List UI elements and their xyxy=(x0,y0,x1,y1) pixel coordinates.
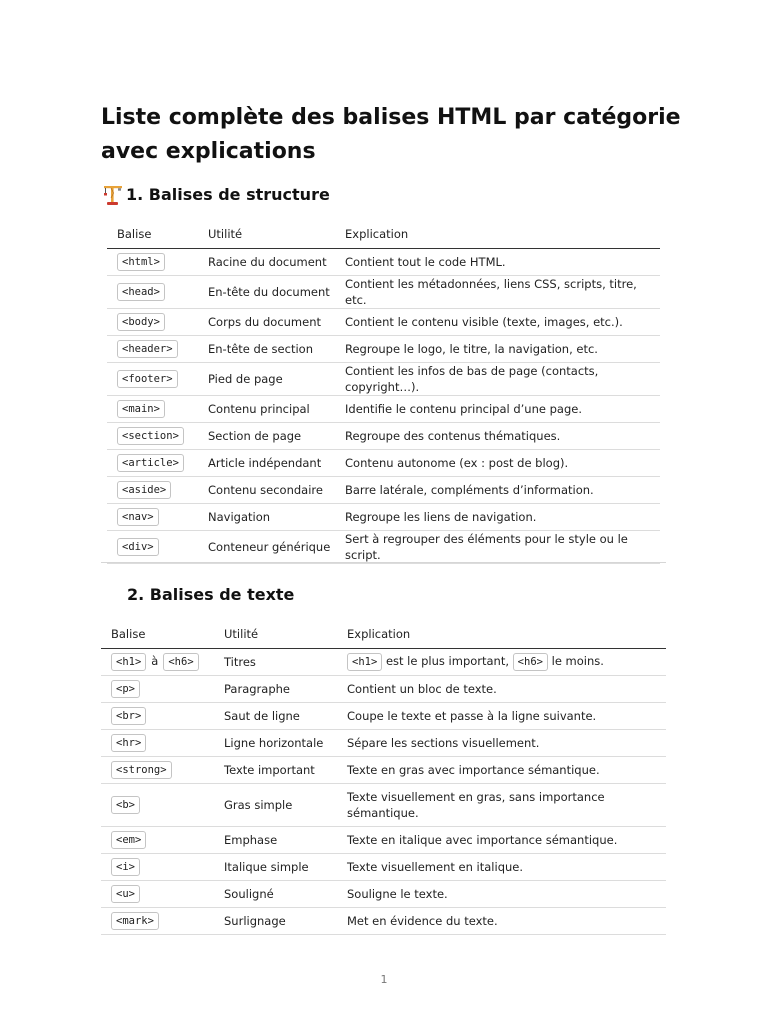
explain-cell: Contient les infos de bas de page (contacts, copyright…). xyxy=(335,363,660,396)
table-row xyxy=(101,649,666,676)
column-header-utilite: Utilité xyxy=(214,620,337,649)
table-row xyxy=(101,908,666,935)
tag-code: <footer> xyxy=(117,370,178,388)
tag-code: <body> xyxy=(117,313,165,331)
column-header-explication: Explication xyxy=(337,620,666,649)
tag-cell xyxy=(101,649,214,676)
tag-cell xyxy=(107,531,198,564)
tag-code: <head> xyxy=(117,283,165,301)
use-cell: Saut de ligne xyxy=(214,703,337,730)
tag-cell xyxy=(107,477,198,504)
tag-code: <hr> xyxy=(111,734,146,752)
table-row xyxy=(107,309,660,336)
explain-text: est le plus important, xyxy=(385,654,510,668)
explain-cell xyxy=(337,649,666,676)
tag-code: <b> xyxy=(111,796,140,814)
tag-code: <mark> xyxy=(111,912,159,930)
table-row xyxy=(101,757,666,784)
use-cell: Article indépendant xyxy=(198,450,335,477)
explain-cell: Texte visuellement en gras, sans importance sémantique. xyxy=(337,784,666,827)
use-cell: Italique simple xyxy=(214,854,337,881)
explain-cell: Contient tout le code HTML. xyxy=(335,249,660,276)
tag-cell xyxy=(101,703,214,730)
explain-cell: Contient un bloc de texte. xyxy=(337,676,666,703)
tag-code: <section> xyxy=(117,427,184,445)
range-separator: à xyxy=(151,654,159,668)
text-tags-table xyxy=(101,620,666,935)
section-heading-text xyxy=(127,584,294,606)
tag-cell xyxy=(107,423,198,450)
explain-cell: Coupe le texte et passe à la ligne suivante. xyxy=(337,703,666,730)
table-row xyxy=(107,423,660,450)
tag-code: <aside> xyxy=(117,481,171,499)
tag-code: <h1> xyxy=(111,653,146,671)
use-cell: Titres xyxy=(214,649,337,676)
tag-cell xyxy=(101,757,214,784)
explain-cell: Texte en italique avec importance sémantique. xyxy=(337,827,666,854)
tag-code: <html> xyxy=(117,253,165,271)
tag-code: <em> xyxy=(111,831,146,849)
use-cell: Racine du document xyxy=(198,249,335,276)
tag-cell xyxy=(107,396,198,423)
explain-cell: Contient les métadonnées, liens CSS, scripts, titre, etc. xyxy=(335,276,660,309)
tag-code: <br> xyxy=(111,707,146,725)
tag-code: <article> xyxy=(117,454,184,472)
explain-cell: Identifie le contenu principal d’une page. xyxy=(335,396,660,423)
tag-cell xyxy=(107,336,198,363)
table-row xyxy=(101,703,666,730)
section-heading-label: 2. Balises de texte xyxy=(127,585,295,604)
column-header-balise: Balise xyxy=(107,220,198,249)
table-row xyxy=(101,784,666,827)
use-cell: En-tête de section xyxy=(198,336,335,363)
tag-cell xyxy=(107,504,198,531)
explain-cell: Texte en gras avec importance sémantique. xyxy=(337,757,666,784)
tag-cell xyxy=(101,730,214,757)
table-row xyxy=(107,276,660,309)
table-row xyxy=(107,363,660,396)
use-cell: Gras simple xyxy=(214,784,337,827)
column-header-utilite: Utilité xyxy=(198,220,335,249)
table-row xyxy=(107,477,660,504)
page-title: Liste complète des balises HTML par catégorie avec explications xyxy=(101,105,681,164)
column-header-explication: Explication xyxy=(335,220,660,249)
table-row xyxy=(101,827,666,854)
use-cell: Navigation xyxy=(198,504,335,531)
tag-cell xyxy=(101,881,214,908)
explain-cell: Souligne le texte. xyxy=(337,881,666,908)
section-heading-structure xyxy=(101,184,330,206)
use-cell: Section de page xyxy=(198,423,335,450)
table-row xyxy=(107,504,660,531)
tag-code: <u> xyxy=(111,885,140,903)
tag-code: <i> xyxy=(111,858,140,876)
tag-cell xyxy=(107,276,198,309)
tag-cell xyxy=(101,676,214,703)
explain-cell: Texte visuellement en italique. xyxy=(337,854,666,881)
tag-code: <nav> xyxy=(117,508,159,526)
tag-code: <div> xyxy=(117,538,159,556)
use-cell: Contenu secondaire xyxy=(198,477,335,504)
table-row xyxy=(101,676,666,703)
tag-cell xyxy=(101,827,214,854)
table-row xyxy=(101,730,666,757)
explain-text: le moins. xyxy=(551,654,604,668)
table-header-row xyxy=(101,620,666,649)
tag-cell xyxy=(107,309,198,336)
tag-cell xyxy=(107,450,198,477)
structure-tags-table xyxy=(107,220,660,564)
use-cell: Corps du document xyxy=(198,309,335,336)
table-row xyxy=(107,249,660,276)
tag-code: <h6> xyxy=(163,653,198,671)
explain-cell: Regroupe des contenus thématiques. xyxy=(335,423,660,450)
tag-cell xyxy=(107,363,198,396)
use-cell: Ligne horizontale xyxy=(214,730,337,757)
tag-code: <h6> xyxy=(513,653,548,671)
tag-cell xyxy=(107,249,198,276)
section-divider xyxy=(101,562,666,563)
tag-code: <strong> xyxy=(111,761,172,779)
table-header-row xyxy=(107,220,660,249)
column-header-balise: Balise xyxy=(101,620,214,649)
use-cell: En-tête du document xyxy=(198,276,335,309)
explain-cell: Met en évidence du texte. xyxy=(337,908,666,935)
section-heading-label: 1. Balises de structure xyxy=(126,185,330,204)
table-row xyxy=(107,396,660,423)
tag-code: <main> xyxy=(117,400,165,418)
tag-code: <h1> xyxy=(347,653,382,671)
explain-cell: Barre latérale, compléments d’information. xyxy=(335,477,660,504)
use-cell: Texte important xyxy=(214,757,337,784)
explain-cell: Sert à regrouper des éléments pour le style ou le script. xyxy=(335,531,660,564)
explain-cell: Contient le contenu visible (texte, images, etc.). xyxy=(335,309,660,336)
use-cell: Emphase xyxy=(214,827,337,854)
use-cell: Contenu principal xyxy=(198,396,335,423)
explain-cell: Sépare les sections visuellement. xyxy=(337,730,666,757)
tag-cell xyxy=(101,908,214,935)
page-number: 1 xyxy=(380,973,388,986)
use-cell: Paragraphe xyxy=(214,676,337,703)
table-row xyxy=(107,531,660,564)
tag-code: <p> xyxy=(111,680,140,698)
table-row xyxy=(101,881,666,908)
tag-cell xyxy=(101,854,214,881)
table-row xyxy=(101,854,666,881)
explain-cell: Regroupe les liens de navigation. xyxy=(335,504,660,531)
table-row xyxy=(107,336,660,363)
construction-crane-icon xyxy=(101,184,125,206)
use-cell: Pied de page xyxy=(198,363,335,396)
use-cell: Souligné xyxy=(214,881,337,908)
use-cell: Conteneur générique xyxy=(198,531,335,564)
use-cell: Surlignage xyxy=(214,908,337,935)
tag-cell xyxy=(101,784,214,827)
explain-cell: Contenu autonome (ex : post de blog). xyxy=(335,450,660,477)
explain-cell: Regroupe le logo, le titre, la navigation, etc. xyxy=(335,336,660,363)
tag-code: <header> xyxy=(117,340,178,358)
table-row xyxy=(107,450,660,477)
